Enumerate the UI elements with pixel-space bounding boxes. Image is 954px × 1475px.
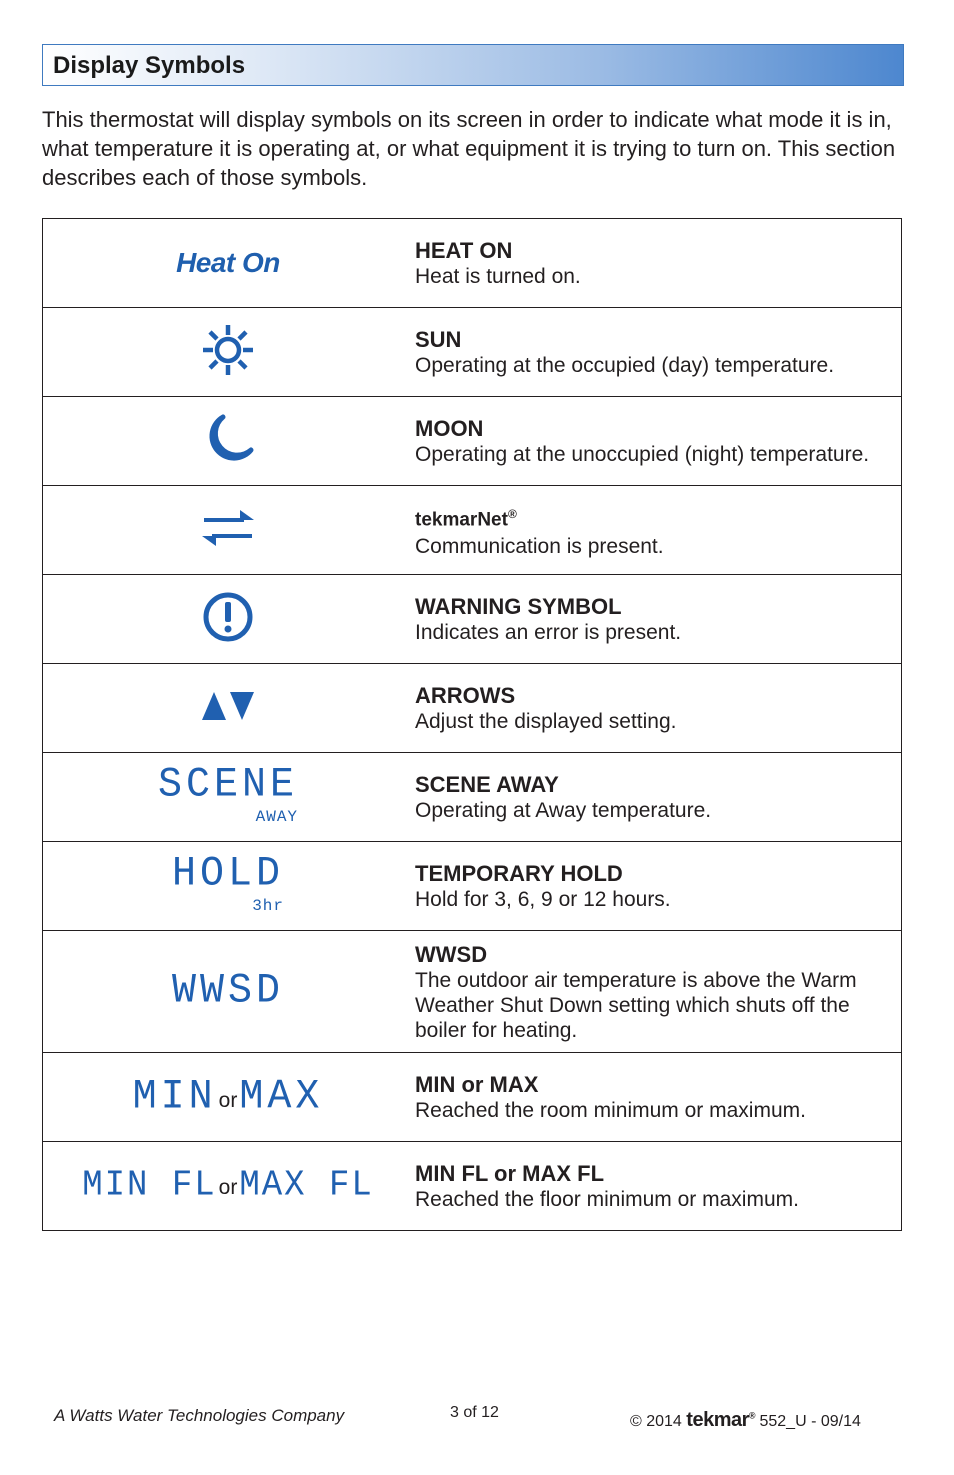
table-row [43, 1142, 902, 1231]
warning-icon [201, 590, 255, 644]
symbol-cell [43, 664, 414, 753]
table-row [43, 486, 902, 575]
tekmarnet-arrows-icon [200, 508, 256, 548]
lcd-min-fl-symbol: MIN FL [82, 1166, 217, 1206]
table-row [43, 931, 902, 1053]
description-cell [413, 219, 902, 308]
lcd-hold-symbol: HOLD [171, 850, 284, 899]
lcd-wwsd-symbol: WWSD [171, 967, 284, 1016]
lcd-min-symbol: MIN [132, 1073, 217, 1121]
or-label: or [218, 1176, 238, 1199]
table-row [43, 1053, 902, 1142]
symbol-cell [43, 1053, 414, 1142]
symbol-cell [43, 397, 414, 486]
description-cell [413, 664, 902, 753]
table-row [43, 219, 902, 308]
doc-code: 552_U - 09/14 [759, 1413, 861, 1430]
description-cell [413, 1142, 902, 1231]
symbol-table [42, 218, 902, 1231]
row-desc: Reached the floor minimum or maximum. [415, 1188, 799, 1211]
lcd-max-fl-symbol: MAX FL [239, 1166, 374, 1206]
symbol-cell [43, 1142, 414, 1231]
row-term: MIN or MAX [415, 1072, 539, 1097]
table-row [43, 308, 902, 397]
symbol-cell [43, 219, 414, 308]
row-term: TEMPORARY HOLD [415, 861, 623, 886]
row-term: WWSD [415, 941, 488, 967]
description-cell [413, 1053, 902, 1142]
description-cell [413, 486, 902, 575]
symbol-cell [43, 486, 414, 575]
up-down-arrows-icon [200, 689, 256, 723]
page-number: 3 of 12 [450, 1404, 499, 1421]
table-row [43, 397, 902, 486]
row-term: MIN FL or MAX FL [415, 1161, 605, 1186]
heat-on-symbol: Heat On [176, 247, 280, 278]
row-desc: Indicates an error is present. [415, 621, 682, 644]
symbol-cell [43, 753, 414, 842]
row-desc: Hold for 3, 6, 9 or 12 hours. [415, 888, 671, 911]
row-desc: Operating at Away temperature. [415, 799, 712, 822]
row-desc: Heat is turned on. [415, 265, 581, 288]
description-cell [413, 753, 902, 842]
symbol-cell [43, 931, 414, 1053]
description-cell [413, 931, 902, 1053]
row-desc: Communication is present. [415, 534, 664, 558]
symbol-cell [43, 575, 414, 664]
row-desc: Reached the room minimum or maximum. [415, 1099, 806, 1122]
copyright-text: © 2014 [630, 1413, 682, 1430]
table-row [43, 753, 902, 842]
footer-company: A Watts Water Technologies Company [54, 1406, 345, 1425]
moon-icon [201, 412, 255, 466]
row-term: tekmarNet® [415, 507, 517, 531]
row-desc: Adjust the displayed setting. [415, 710, 677, 733]
description-cell [413, 397, 902, 486]
description-cell [413, 842, 902, 931]
table-row [43, 842, 902, 931]
row-term: MOON [415, 416, 484, 441]
row-term: ARROWS [415, 683, 516, 708]
intro-paragraph: This thermostat will display symbols on its screen in order to indicate what mode it is in, what temperature it is operating at, or what equipment it is trying to turn on. This section describes each of those symbols. [42, 107, 896, 190]
footer-copyright [630, 1409, 861, 1432]
brand-logo: tekmar® [686, 1409, 756, 1431]
lcd-away-symbol: AWAY [255, 808, 299, 826]
lcd-max-symbol: MAX [239, 1073, 324, 1121]
sun-icon [201, 323, 255, 377]
symbol-cell [43, 308, 414, 397]
row-desc: Operating at the occupied (day) temperature. [415, 354, 835, 377]
section-title: Display Symbols [53, 52, 246, 79]
table-row [43, 575, 902, 664]
section-header [42, 44, 904, 86]
description-cell [413, 575, 902, 664]
lcd-scene-symbol: SCENE [157, 761, 299, 810]
or-label: or [218, 1088, 238, 1112]
row-term: HEAT ON [415, 238, 513, 263]
row-desc: The outdoor air temperature is above the Warm Weather Shut Down setting which shuts off the boiler for heating. [415, 968, 857, 1042]
row-term: SCENE AWAY [415, 772, 559, 797]
description-cell [413, 308, 902, 397]
symbol-cell [43, 842, 414, 931]
table-row [43, 664, 902, 753]
lcd-3hr-symbol: 3hr [252, 897, 284, 915]
row-desc: Operating at the unoccupied (night) temperature. [415, 443, 870, 466]
row-term: WARNING SYMBOL [415, 594, 622, 619]
row-term: SUN [415, 327, 462, 352]
